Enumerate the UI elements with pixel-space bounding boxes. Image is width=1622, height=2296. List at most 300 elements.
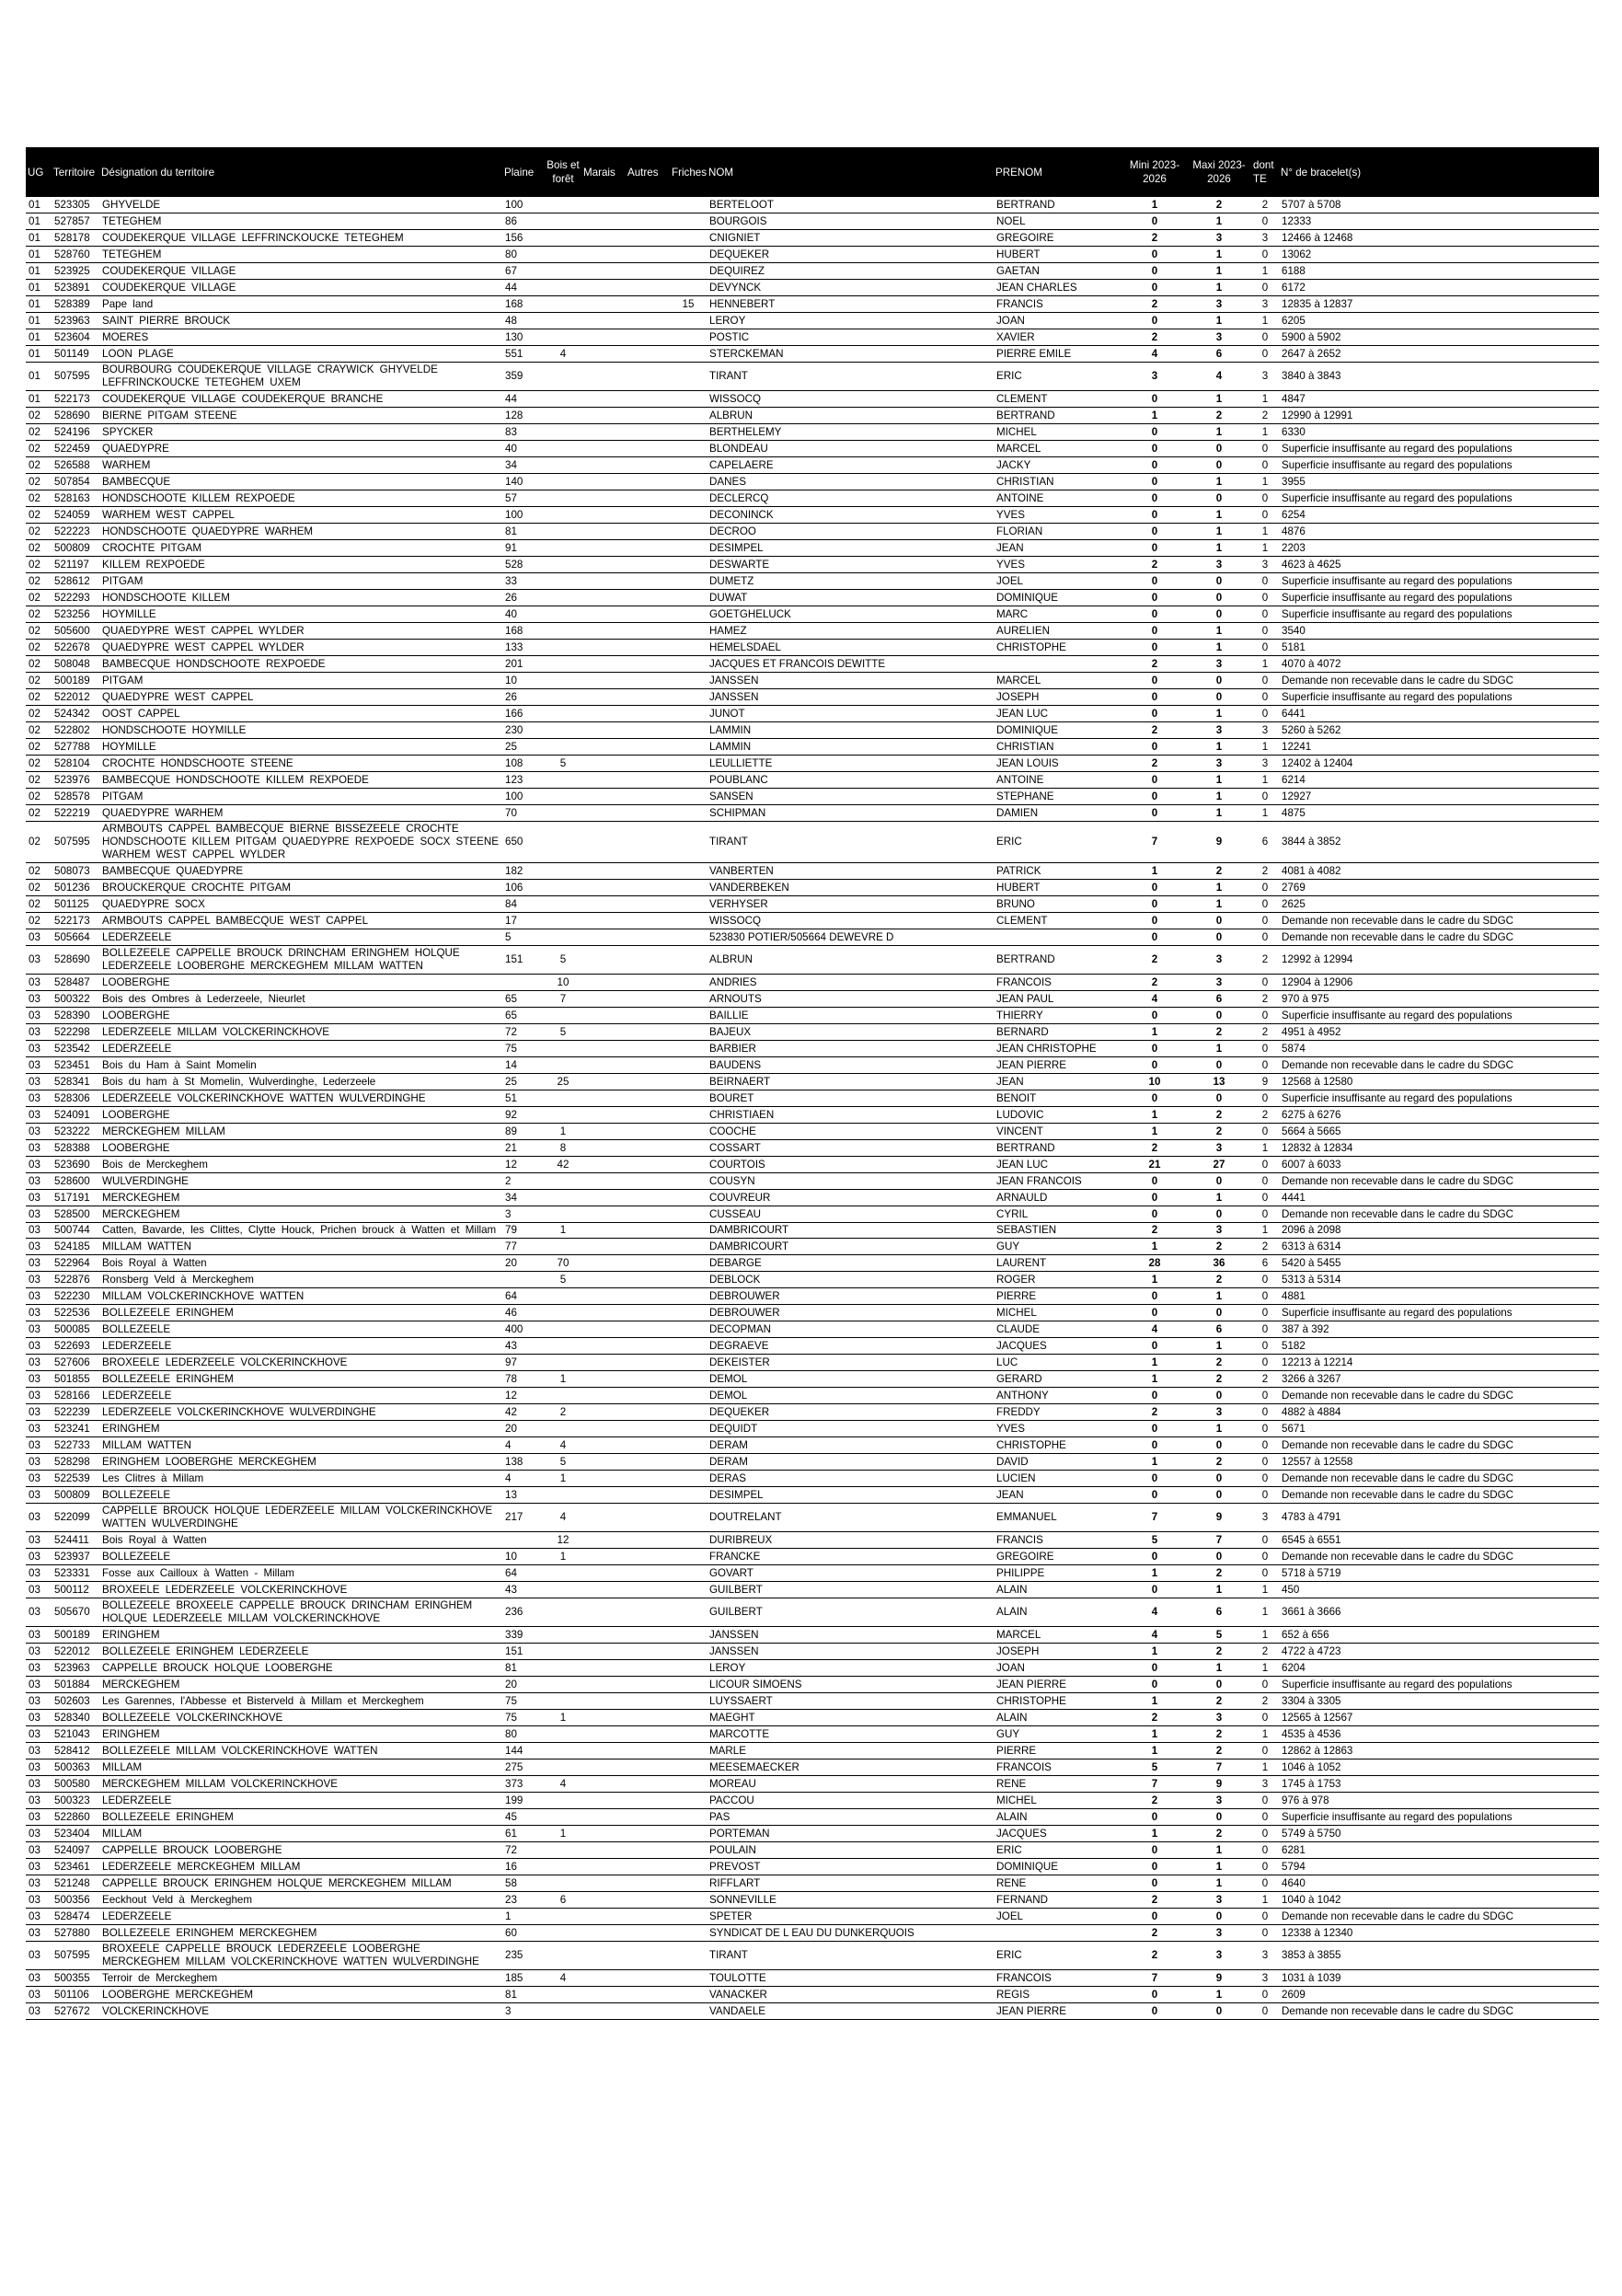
cell-mini: 0 — [1122, 1305, 1187, 1321]
cell-nom: DEBROUWER — [707, 1288, 994, 1305]
cell-plaine: 44 — [502, 391, 545, 408]
cell-friches — [670, 1173, 707, 1190]
cell-maxi: 1 — [1187, 1875, 1251, 1892]
cell-bois — [545, 590, 581, 606]
cell-friches — [670, 640, 707, 656]
cell-dont-te: 0 — [1251, 507, 1279, 524]
cell-dont-te: 0 — [1251, 1173, 1279, 1190]
cell-territoire: 522173 — [52, 391, 99, 408]
table-row — [26, 1371, 1599, 1388]
cell-maxi: 0 — [1187, 913, 1251, 929]
cell-autres — [626, 739, 670, 756]
cell-prenom: JEAN PIERRE — [994, 2003, 1122, 2020]
cell-maxi: 1 — [1187, 1190, 1251, 1206]
cell-bois — [545, 1598, 581, 1627]
cell-ug: 03 — [26, 1371, 52, 1388]
cell-ug: 03 — [26, 1660, 52, 1677]
cell-mini: 0 — [1122, 1842, 1187, 1859]
cell-plaine: 100 — [502, 507, 545, 524]
cell-dont-te: 3 — [1251, 756, 1279, 772]
cell-nom: DEQUEKER — [707, 247, 994, 263]
cell-bois — [545, 573, 581, 590]
table-row — [26, 346, 1599, 363]
cell-bois — [545, 1338, 581, 1355]
cell-mini: 0 — [1122, 1549, 1187, 1565]
cell-mini: 28 — [1122, 1255, 1187, 1272]
cell-prenom: CHRISTIAN — [994, 474, 1122, 490]
cell-ug: 03 — [26, 1173, 52, 1190]
cell-nom: DECONINCK — [707, 507, 994, 524]
cell-maxi: 3 — [1187, 722, 1251, 739]
cell-bois — [545, 213, 581, 230]
cell-nom: DEKEISTER — [707, 1355, 994, 1371]
cell-nom: DERAM — [707, 1454, 994, 1471]
cell-plaine: 3 — [502, 2003, 545, 2020]
cell-plaine: 138 — [502, 1454, 545, 1471]
cell-marais — [581, 1173, 626, 1190]
cell-territoire: 524059 — [52, 507, 99, 524]
cell-mini: 0 — [1122, 1677, 1187, 1693]
cell-designation: ERINGHEM — [99, 1726, 502, 1743]
cell-marais — [581, 1532, 626, 1549]
cell-plaine: 75 — [502, 1041, 545, 1057]
cell-bracelets: 5664 à 5665 — [1279, 1124, 1599, 1140]
cell-bois: 1 — [545, 1124, 581, 1140]
cell-nom: DERAS — [707, 1471, 994, 1487]
table-row — [26, 247, 1599, 263]
cell-plaine: 10 — [502, 673, 545, 689]
cell-ug: 01 — [26, 296, 52, 313]
cell-prenom: BERTRAND — [994, 408, 1122, 424]
cell-dont-te: 2 — [1251, 863, 1279, 880]
cell-territoire: 522099 — [52, 1504, 99, 1532]
cell-marais — [581, 640, 626, 656]
col-marais: Marais — [581, 147, 626, 197]
cell-bois — [545, 1677, 581, 1693]
cell-autres — [626, 1644, 670, 1660]
table-row — [26, 1776, 1599, 1793]
cell-ug: 03 — [26, 1826, 52, 1842]
cell-mini: 0 — [1122, 1288, 1187, 1305]
cell-territoire: 501125 — [52, 896, 99, 913]
cell-dont-te: 0 — [1251, 1487, 1279, 1504]
cell-mini: 7 — [1122, 1970, 1187, 1987]
cell-plaine: 25 — [502, 1074, 545, 1090]
cell-friches — [670, 263, 707, 280]
cell-marais — [581, 296, 626, 313]
cell-bracelets: 4623 à 4625 — [1279, 557, 1599, 573]
cell-plaine: 46 — [502, 1305, 545, 1321]
cell-designation: BOLLEZEELE ERINGHEM MERCKEGHEM — [99, 1925, 502, 1942]
cell-marais — [581, 1437, 626, 1454]
cell-mini: 0 — [1122, 673, 1187, 689]
table-row — [26, 1074, 1599, 1090]
cell-mini: 1 — [1122, 1024, 1187, 1041]
cell-nom: DEQUIDT — [707, 1421, 994, 1437]
cell-ug: 03 — [26, 1305, 52, 1321]
cell-maxi: 1 — [1187, 1338, 1251, 1355]
cell-ug: 02 — [26, 673, 52, 689]
cell-plaine: 89 — [502, 1124, 545, 1140]
cell-marais — [581, 540, 626, 557]
cell-bois — [545, 1355, 581, 1371]
cell-bracelets: Superficie insuffisante au regard des populations — [1279, 490, 1599, 507]
cell-maxi: 3 — [1187, 1710, 1251, 1726]
cell-bracelets: 12402 à 12404 — [1279, 756, 1599, 772]
cell-mini: 0 — [1122, 689, 1187, 706]
cell-maxi: 0 — [1187, 457, 1251, 474]
cell-dont-te: 0 — [1251, 606, 1279, 623]
cell-ug: 01 — [26, 213, 52, 230]
cell-autres — [626, 1157, 670, 1173]
cell-bois — [545, 1041, 581, 1057]
cell-ug: 01 — [26, 263, 52, 280]
cell-nom: WISSOCQ — [707, 391, 994, 408]
cell-dont-te: 0 — [1251, 1090, 1279, 1107]
cell-friches — [670, 1124, 707, 1140]
cell-marais — [581, 1627, 626, 1644]
cell-ug: 03 — [26, 1454, 52, 1471]
cell-bois — [545, 689, 581, 706]
cell-territoire: 502603 — [52, 1693, 99, 1710]
cell-designation: CAPPELLE BROUCK HOLQUE LOOBERGHE — [99, 1660, 502, 1677]
cell-maxi: 13 — [1187, 1074, 1251, 1090]
table-row — [26, 756, 1599, 772]
cell-dont-te: 0 — [1251, 1793, 1279, 1809]
cell-bois — [545, 640, 581, 656]
cell-autres — [626, 230, 670, 247]
cell-plaine: 75 — [502, 1710, 545, 1726]
cell-autres — [626, 623, 670, 640]
cell-friches — [670, 623, 707, 640]
cell-autres — [626, 1759, 670, 1776]
cell-ug: 03 — [26, 1437, 52, 1454]
cell-designation: BOLLEZEELE ERINGHEM — [99, 1371, 502, 1388]
cell-bois: 1 — [545, 1371, 581, 1388]
cell-autres — [626, 1471, 670, 1487]
cell-territoire: 500322 — [52, 991, 99, 1008]
cell-plaine — [502, 1532, 545, 1549]
cell-ug: 02 — [26, 623, 52, 640]
cell-dont-te: 2 — [1251, 1239, 1279, 1255]
cell-territoire: 523690 — [52, 1157, 99, 1173]
table-row — [26, 1008, 1599, 1024]
cell-maxi: 3 — [1187, 296, 1251, 313]
cell-designation: LEDERZEELE VOLCKERINCKHOVE WATTEN WULVERDINGHE — [99, 1090, 502, 1107]
cell-bracelets: 6281 — [1279, 1842, 1599, 1859]
cell-autres — [626, 772, 670, 789]
cell-maxi: 0 — [1187, 1305, 1251, 1321]
cell-dont-te: 0 — [1251, 706, 1279, 722]
cell-designation: BROXEELE LEDERZEELE VOLCKERINCKHOVE — [99, 1355, 502, 1371]
cell-territoire: 501855 — [52, 1371, 99, 1388]
cell-designation: COUDEKERQUE VILLAGE — [99, 280, 502, 296]
cell-bracelets: 3844 à 3852 — [1279, 822, 1599, 863]
cell-designation: SPYCKER — [99, 424, 502, 441]
cell-plaine: 48 — [502, 313, 545, 329]
cell-friches — [670, 1041, 707, 1057]
cell-mini: 2 — [1122, 230, 1187, 247]
cell-ug: 02 — [26, 606, 52, 623]
cell-prenom: GREGOIRE — [994, 230, 1122, 247]
cell-plaine: 80 — [502, 247, 545, 263]
cell-nom: DESWARTE — [707, 557, 994, 573]
cell-dont-te: 3 — [1251, 1504, 1279, 1532]
cell-maxi: 0 — [1187, 689, 1251, 706]
cell-prenom: CLEMENT — [994, 391, 1122, 408]
cell-marais — [581, 1644, 626, 1660]
cell-designation: HOYMILLE — [99, 739, 502, 756]
cell-prenom: GUY — [994, 1239, 1122, 1255]
cell-bois — [545, 1743, 581, 1759]
cell-territoire: 522802 — [52, 722, 99, 739]
cell-nom: SYNDICAT DE L EAU DU DUNKERQUOIS — [707, 1925, 994, 1942]
cell-friches — [670, 1272, 707, 1288]
cell-designation: MILLAM WATTEN — [99, 1239, 502, 1255]
table-row — [26, 1809, 1599, 1826]
cell-bois: 12 — [545, 1532, 581, 1549]
cell-ug: 03 — [26, 1970, 52, 1987]
cell-autres — [626, 1726, 670, 1743]
cell-friches — [670, 1008, 707, 1024]
cell-designation: MOERES — [99, 329, 502, 346]
cell-friches — [670, 408, 707, 424]
cell-ug: 02 — [26, 524, 52, 540]
cell-bois: 1 — [545, 1223, 581, 1239]
cell-designation: QUAEDYPRE WEST CAPPEL — [99, 689, 502, 706]
cell-ug: 02 — [26, 896, 52, 913]
cell-territoire: 522239 — [52, 1404, 99, 1421]
cell-marais — [581, 1471, 626, 1487]
cell-designation: Les Garennes, l'Abbesse et Bisterveld à Millam et Merckeghem — [99, 1693, 502, 1710]
cell-dont-te: 0 — [1251, 1305, 1279, 1321]
cell-autres — [626, 280, 670, 296]
cell-marais — [581, 991, 626, 1008]
cell-maxi: 1 — [1187, 1288, 1251, 1305]
cell-marais — [581, 474, 626, 490]
cell-friches — [670, 1421, 707, 1437]
cell-autres — [626, 1826, 670, 1842]
cell-bracelets: 4783 à 4791 — [1279, 1504, 1599, 1532]
cell-prenom: ALAIN — [994, 1809, 1122, 1826]
cell-nom: BOURGOIS — [707, 213, 994, 230]
col-plaine: Plaine — [502, 147, 545, 197]
cell-bracelets: 1046 à 1052 — [1279, 1759, 1599, 1776]
cell-prenom: JACQUES — [994, 1826, 1122, 1842]
table-row — [26, 1565, 1599, 1582]
cell-nom: MOREAU — [707, 1776, 994, 1793]
cell-autres — [626, 1925, 670, 1942]
cell-dont-te: 3 — [1251, 1776, 1279, 1793]
cell-prenom: JEAN PIERRE — [994, 1677, 1122, 1693]
cell-maxi: 0 — [1187, 1487, 1251, 1504]
cell-dont-te: 2 — [1251, 1107, 1279, 1124]
cell-nom: PAS — [707, 1809, 994, 1826]
cell-friches — [670, 1987, 707, 2003]
cell-ug: 02 — [26, 913, 52, 929]
cell-bois — [545, 197, 581, 213]
cell-designation: BROXEELE LEDERZEELE VOLCKERINCKHOVE — [99, 1582, 502, 1598]
cell-nom: GOETGHELUCK — [707, 606, 994, 623]
cell-ug: 03 — [26, 2003, 52, 2020]
table-row — [26, 424, 1599, 441]
cell-bois: 4 — [545, 346, 581, 363]
cell-autres — [626, 1660, 670, 1677]
cell-mini: 1 — [1122, 1726, 1187, 1743]
cell-friches — [670, 822, 707, 863]
cell-friches — [670, 1942, 707, 1970]
cell-dont-te: 0 — [1251, 1421, 1279, 1437]
cell-marais — [581, 1404, 626, 1421]
cell-friches — [670, 441, 707, 457]
table-row — [26, 1454, 1599, 1471]
cell-dont-te: 0 — [1251, 1388, 1279, 1404]
cell-ug: 02 — [26, 706, 52, 722]
cell-prenom: CLEMENT — [994, 913, 1122, 929]
cell-mini: 0 — [1122, 1190, 1187, 1206]
cell-mini: 2 — [1122, 557, 1187, 573]
table-row — [26, 946, 1599, 975]
table-row — [26, 1743, 1599, 1759]
cell-dont-te: 1 — [1251, 1582, 1279, 1598]
cell-autres — [626, 1970, 670, 1987]
cell-territoire: 524097 — [52, 1842, 99, 1859]
cell-maxi: 36 — [1187, 1255, 1251, 1272]
cell-bracelets: 12904 à 12906 — [1279, 975, 1599, 991]
cell-ug: 03 — [26, 1644, 52, 1660]
cell-friches — [670, 507, 707, 524]
cell-mini: 0 — [1122, 640, 1187, 656]
cell-marais — [581, 197, 626, 213]
cell-designation: MERCKEGHEM MILLAM — [99, 1124, 502, 1140]
cell-ug: 02 — [26, 656, 52, 673]
cell-territoire: 528166 — [52, 1388, 99, 1404]
cell-designation: WARHEM WEST CAPPEL — [99, 507, 502, 524]
table-row — [26, 880, 1599, 896]
cell-bois — [545, 280, 581, 296]
table-row — [26, 474, 1599, 490]
cell-marais — [581, 408, 626, 424]
table-row — [26, 1124, 1599, 1140]
cell-territoire: 528298 — [52, 1454, 99, 1471]
cell-ug: 03 — [26, 1504, 52, 1532]
cell-maxi: 3 — [1187, 946, 1251, 975]
cell-marais — [581, 1565, 626, 1582]
cell-dont-te: 1 — [1251, 656, 1279, 673]
cell-maxi: 2 — [1187, 1743, 1251, 1759]
cell-bois — [545, 1909, 581, 1925]
cell-designation: Eeckhout Veld à Merckeghem — [99, 1892, 502, 1909]
table-row — [26, 213, 1599, 230]
cell-plaine: 92 — [502, 1107, 545, 1124]
cell-plaine: 12 — [502, 1157, 545, 1173]
cell-bracelets: 4441 — [1279, 1190, 1599, 1206]
cell-maxi: 0 — [1187, 573, 1251, 590]
cell-autres — [626, 1437, 670, 1454]
cell-maxi: 1 — [1187, 623, 1251, 640]
cell-prenom: DAMIEN — [994, 805, 1122, 822]
cell-designation: Bois du ham à St Momelin, Wulverdinghe, Lederzeele — [99, 1074, 502, 1090]
cell-bois — [545, 230, 581, 247]
cell-prenom: ANTOINE — [994, 490, 1122, 507]
cell-maxi: 1 — [1187, 247, 1251, 263]
cell-mini: 0 — [1122, 1206, 1187, 1223]
cell-designation: MILLAM — [99, 1759, 502, 1776]
cell-designation: WULVERDINGHE — [99, 1173, 502, 1190]
cell-autres — [626, 640, 670, 656]
cell-designation: HONDSCHOOTE KILLEM REXPOEDE — [99, 490, 502, 507]
cell-territoire: 527672 — [52, 2003, 99, 2020]
cell-autres — [626, 1549, 670, 1565]
cell-marais — [581, 391, 626, 408]
cell-designation: WARHEM — [99, 457, 502, 474]
cell-friches — [670, 197, 707, 213]
cell-ug: 02 — [26, 789, 52, 805]
cell-mini: 0 — [1122, 391, 1187, 408]
cell-bracelets: 2769 — [1279, 880, 1599, 896]
cell-dont-te: 1 — [1251, 1598, 1279, 1627]
cell-bracelets: 12466 à 12468 — [1279, 230, 1599, 247]
cell-mini: 0 — [1122, 1987, 1187, 2003]
table-row — [26, 590, 1599, 606]
cell-dont-te: 1 — [1251, 263, 1279, 280]
cell-dont-te: 0 — [1251, 441, 1279, 457]
cell-dont-te: 3 — [1251, 722, 1279, 739]
cell-mini: 1 — [1122, 1644, 1187, 1660]
cell-bracelets: 3853 à 3855 — [1279, 1942, 1599, 1970]
cell-plaine: 5 — [502, 929, 545, 946]
cell-bois — [545, 1321, 581, 1338]
cell-territoire: 522964 — [52, 1255, 99, 1272]
cell-bois — [545, 789, 581, 805]
cell-friches — [670, 1549, 707, 1565]
cell-marais — [581, 263, 626, 280]
cell-ug: 03 — [26, 1057, 52, 1074]
cell-bracelets: 2203 — [1279, 540, 1599, 557]
cell-plaine: 123 — [502, 772, 545, 789]
cell-autres — [626, 424, 670, 441]
cell-mini: 4 — [1122, 346, 1187, 363]
cell-prenom: MARCEL — [994, 441, 1122, 457]
cell-designation: MERCKEGHEM — [99, 1677, 502, 1693]
cell-autres — [626, 1677, 670, 1693]
cell-plaine: 140 — [502, 474, 545, 490]
cell-friches — [670, 1532, 707, 1549]
col-prenom: PRENOM — [994, 147, 1122, 197]
cell-nom: DAMBRICOURT — [707, 1239, 994, 1255]
cell-autres — [626, 1693, 670, 1710]
cell-dont-te: 2 — [1251, 1371, 1279, 1388]
cell-plaine: 61 — [502, 1826, 545, 1842]
cell-marais — [581, 975, 626, 991]
cell-plaine: 20 — [502, 1255, 545, 1272]
cell-nom: MEESEMAECKER — [707, 1759, 994, 1776]
cell-dont-te: 0 — [1251, 1157, 1279, 1173]
cell-friches — [670, 1355, 707, 1371]
cell-bois: 5 — [545, 1024, 581, 1041]
cell-bois — [545, 1582, 581, 1598]
cell-bois: 1 — [545, 1471, 581, 1487]
cell-plaine — [502, 975, 545, 991]
cell-designation: LEDERZEELE — [99, 1909, 502, 1925]
cell-maxi: 3 — [1187, 1404, 1251, 1421]
cell-designation: MILLAM — [99, 1826, 502, 1842]
table-row — [26, 1859, 1599, 1875]
cell-designation: BAMBECQUE HONDSCHOOTE REXPOEDE — [99, 656, 502, 673]
cell-maxi: 2 — [1187, 1693, 1251, 1710]
cell-maxi: 3 — [1187, 975, 1251, 991]
attribution-table — [26, 147, 1599, 2020]
